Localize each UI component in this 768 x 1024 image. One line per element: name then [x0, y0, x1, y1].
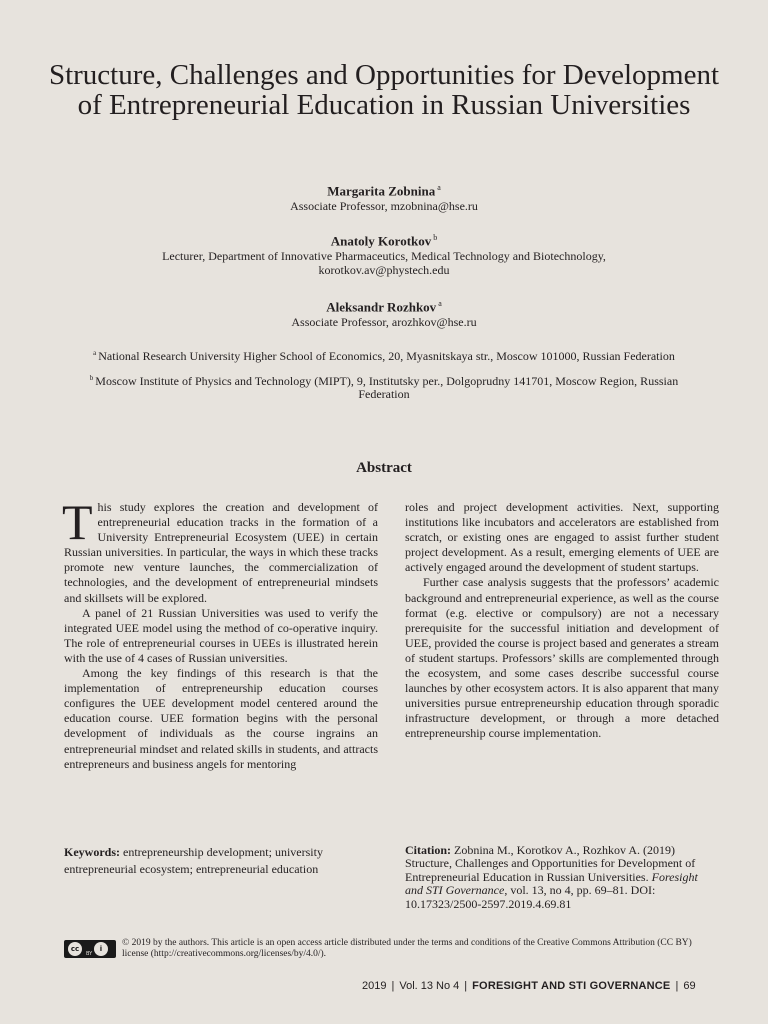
affiliation-b: [40, 372, 728, 401]
affiliation-a: [40, 347, 728, 363]
abstract-paragraph: Among the key findings of this research is that the implementation of entrepreneurship education courses configures the UEE development model centered around the education course. UEE formation begins with the personal development of individuals as the course ingrains an entrepreneurial mindset and related skills in students, and attracts entrepreneurs and business angels for mentoring: [64, 666, 378, 771]
citation-journal: Foresight and STI Governance: [405, 869, 698, 898]
author-mark: a: [437, 183, 441, 192]
citation-label: Citation:: [405, 843, 451, 857]
abstract-right-column: [405, 500, 719, 742]
citation: Citation: Zobnina M., Korotkov A., Rozhkov A. (2019) Structure, Challenges and Opportunities for Development of Entrepreneurial Education in Russian Universities. Foresight and STI Governance, vol. 13, no 4, pp. 69–81. DOI: 10.17323/2500-2597.2019.4.69.81: [405, 843, 698, 911]
affiliation-text: National Research University Higher School of Economics, 20, Myasnitskaya str., Moscow 101000, Russian Federation: [98, 349, 675, 363]
abstract-paragraph: A panel of 21 Russian Universities was used to verify the integrated UEE model using the method of co-operative inquiry. The role of entrepreneurial courses in UEEs is illustrated herein with the use of 4 cases of Russian universities.: [64, 605, 378, 665]
keywords-text: entrepreneurship development; university entrepreneurial ecosystem; entrepreneurial education: [64, 845, 323, 876]
affiliation-text: Moscow Institute of Physics and Technology (MIPT), 9, Institutsky per., Dolgoprudny 141701, Moscow Region, Russian Federation: [95, 374, 679, 401]
author-affiliation: Lecturer, Department of Innovative Pharmaceutics, Medical Technology and Biotechnology,: [162, 249, 606, 264]
footer-year: 2019: [362, 980, 387, 992]
abstract-paragraph: Further case analysis suggests that the professors’ academic background and entrepreneurial experience, as well as the course format (e.g. elective or compulsory) are not a necessary prerequisite for the successful initiation and development of UEE, provided the course is project based and generates a stream of student startups. Professors’ skills are complemented through the ecosystem, and some cases describe successful course launches by other ecosystem actors. It is also apparent that many universities pursue entrepreneurship education through sporadic infrastructure development, or through a more detached entrepreneurship course implementation.: [405, 575, 719, 741]
page-footer: 2019 | Vol. 13 No 4 | FORESIGHT AND STI GOVERNANCE | 69: [362, 980, 696, 992]
author-email: korotkov.av@phystech.edu: [318, 263, 450, 278]
affiliation-mark: b: [89, 374, 94, 382]
cc-by-license-icon[interactable]: cc BY i: [64, 940, 116, 958]
keywords-label: Keywords:: [64, 845, 120, 859]
abstract-paragraph: This study explores the creation and development of entrepreneurial education tracks in the formation of a University Entrepreneurial Ecosystem (UEE) in certain Russian universities. In particular, the ways in which these tracks promote new venture launches, the commercialization of technologies, and the development of entrepreneurial mindsets and skillsets will be explored.: [62, 494, 378, 605]
footer-volume: Vol. 13 No 4: [399, 980, 460, 992]
keywords: [64, 844, 364, 877]
abstract-left-column: [62, 494, 378, 772]
footer-journal: FORESIGHT AND STI GOVERNANCE: [472, 980, 671, 992]
author-name: Anatoly Korotkov: [330, 233, 432, 249]
article-title: Structure, Challenges and Opportunities for Development of Entrepreneurial Education in Russian Universities: [48, 59, 720, 121]
abstract-paragraph: roles and project development activities. Next, supporting institutions like incubators and accelerators are established from scratch, or existing ones are engaged to assist further student project development. As a result, emerging elements of UEE are actively engaged around the development of student startups.: [405, 500, 719, 575]
abstract-heading: Abstract: [356, 460, 412, 476]
author-mark: b: [433, 233, 438, 242]
attribution-icon: i: [94, 942, 108, 956]
author-name: Margarita Zobnina: [327, 183, 436, 199]
cc-icon: cc: [68, 942, 82, 956]
author-affiliation: Associate Professor, mzobnina@hse.ru: [290, 199, 478, 214]
page-number: 69: [683, 980, 696, 992]
author-3: [40, 296, 728, 329]
author-1: [40, 180, 728, 213]
license-text: © 2019 by the authors. This article is an open access article distributed under the terms and conditions of the Creative Commons Attribution (CC BY) license (http://creativecommons.org/licenses/by/4.0/).: [122, 938, 692, 959]
affiliation-mark: a: [93, 349, 97, 357]
author-2: [40, 230, 728, 277]
author-name: Aleksandr Rozhkov: [326, 299, 437, 315]
drop-cap: T: [62, 494, 93, 550]
author-mark: a: [438, 299, 442, 308]
author-affiliation: Associate Professor, arozhkov@hse.ru: [291, 315, 477, 330]
